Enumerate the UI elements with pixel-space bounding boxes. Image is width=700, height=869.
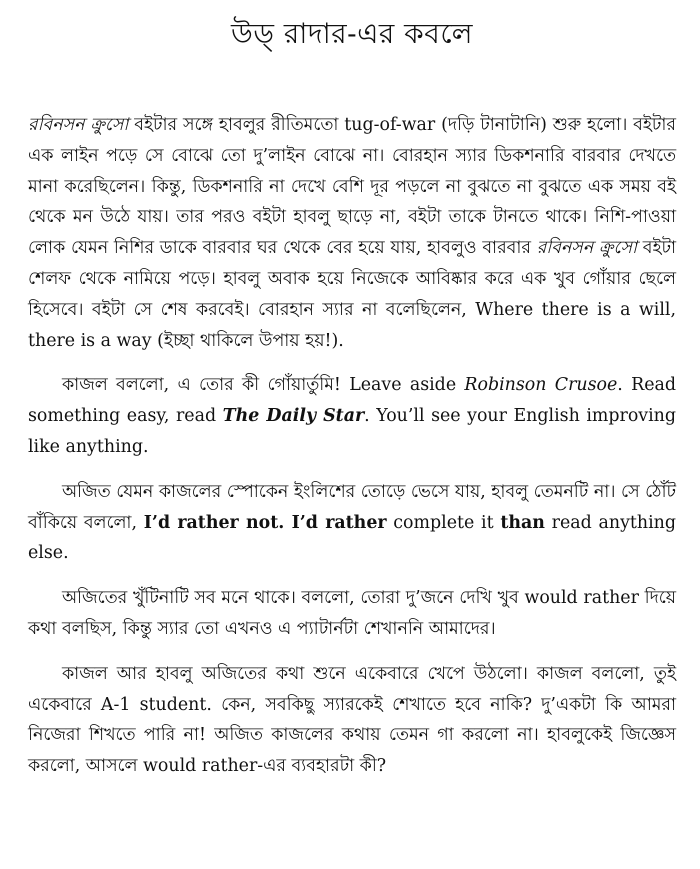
paragraph-3 xyxy=(28,477,676,569)
book-title-italic: Robinson Crusoe xyxy=(464,375,618,396)
text-run: complete it xyxy=(386,512,501,533)
page xyxy=(28,0,676,796)
text-run: কাজল আর হাবলু অজিতের কথা শুনে একেবারে খেপে উঠলো। কাজল বললো, তুই একেবারে A-1 student. কেন, সবকিছু স্যারকেই শেখাতে হবে নাকি? দু’একটা কি আমরা নিজেরা শিখতে পারি না! অজিত কাজলের কথায় তেমন গা করলো না। হাবলুকেই জিজ্ঞেস করলো, আসলে would rather-এর ব্যবহারটা কী? xyxy=(28,663,676,777)
text-run: . You’ll see your English improving like anything. xyxy=(28,406,677,457)
book-title-italic: রবিনসন ক্রুসো xyxy=(536,238,637,259)
chapter-title: উড্ রাদার-এর কবলে xyxy=(231,17,473,50)
paragraph-1 xyxy=(28,110,676,356)
text-run: বইটার সঙ্গে হাবলুর রীতিমতো tug-of-war (দড়ি টানাটানি) শুরু হলো। বইটার এক লাইন পড়ে সে বোঝে তো দু’লাইন বোঝে না। বোরহান স্যার ডিকশনারি বারবার দেখতে মানা করেছিলেন। কিন্তু, ডিকশনারি না দেখে বেশি দূর পড়লে না বুঝতে না বুঝতে এক সময় বই থেকে মন উঠে যায়। তার পরও বইটা হাবলু ছাড়ে না, বইটা তাকে টানতে থাকে। নিশি-পাওয়া লোক যেমন নিশির ডাকে বারবার ঘর থেকে বের হয়ে যায়, হাবলুও বারবার xyxy=(28,115,676,259)
paragraph-2 xyxy=(28,370,676,462)
text-run: বইটা শেলফ থেকে নামিয়ে পড়ে। হাবলু অবাক হয়ে নিজেকে আবিষ্কার করে এক খুব গোঁয়ার ছেলে হিসেবে। বইটা সে শেষ করবেই। বোরহান স্যার না বলেছিলেন, Where there is a will, there is a way (ইচ্ছা থাকিলে উপায় হয়!). xyxy=(28,238,677,351)
paragraph-4 xyxy=(28,583,676,645)
paragraph-5 xyxy=(28,659,676,782)
book-title-italic: রবিনসন ক্রুসো xyxy=(28,115,129,135)
text-run: অজিতের খুঁটিনাটি সব মনে থাকে। বললো, তোরা দু’জনে দেখি খুব would rather দিয়ে কথা বলছিস, কিন্তু স্যার তো এখনও এ প্যাটার্নটা শেখাননি আমাদের। xyxy=(28,588,676,639)
body-text xyxy=(28,110,676,782)
text-run: . Read something easy, read xyxy=(28,375,676,427)
text-run: অজিত যেমন কাজলের স্পোকেন ইংলিশের তোড়ে ভেসে যায়, হাবলু তেমনটি না। সে ঠোঁট বাঁকিয়ে বললো, xyxy=(28,481,677,533)
text-run: কাজল বললো, এ তোর কী গোঁয়ার্তুমি! Leave aside xyxy=(62,375,465,396)
newspaper-title-bold-italic: The Daily Star xyxy=(222,406,365,427)
text-run: read anything else. xyxy=(28,512,676,564)
bold-phrase: I’d rather not. I’d rather xyxy=(143,512,387,533)
bold-word: than xyxy=(500,512,545,533)
